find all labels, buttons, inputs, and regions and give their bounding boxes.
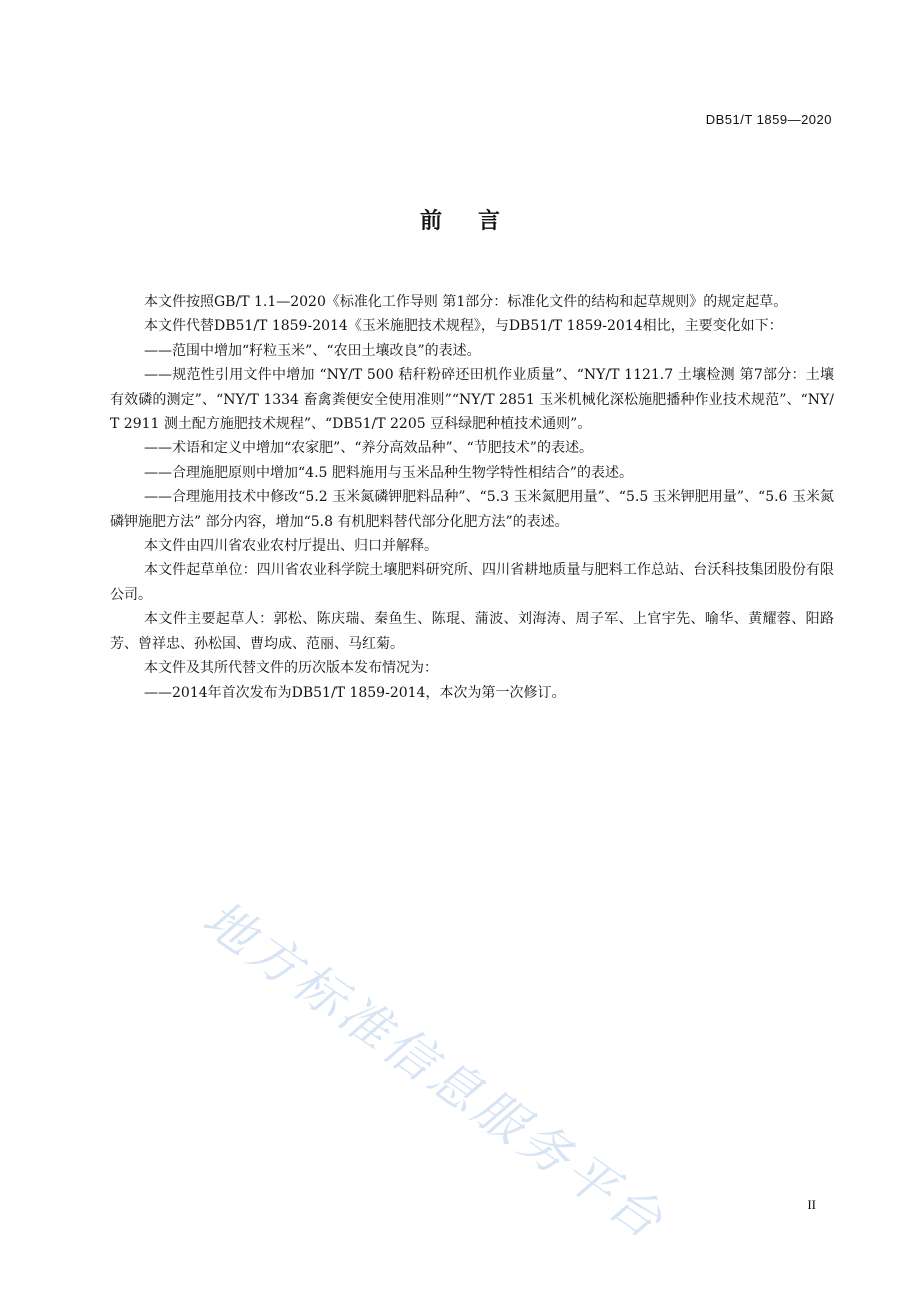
change-item-techniques: ——合理施用技术中修改“5.2 玉米氮磷钾肥料品种”、“5.3 玉米氮肥用量”、“5.5 玉米钾肥用量”、“5.6 玉米氮磷钾施肥方法” 部分内容，增加“5.8 有机肥料替代部分化肥方法”的表述。	[110, 489, 834, 530]
paragraph-replacement: 本文件代替DB51/T 1859-2014《玉米施肥技术规程》，与DB51/T 1859-2014相比，主要变化如下：	[144, 318, 783, 335]
change-item-principles: ——合理施肥原则中增加“4.5 肥料施用与玉米品种生物学特性相结合”的表述。	[144, 464, 634, 481]
paragraph-drafting-units: 本文件起草单位：四川省农业科学院土壤肥料研究所、四川省耕地质量与肥料工作总站、台沃科技集团股份有限公司。	[110, 562, 834, 603]
history-item: ——2014年首次发布为DB51/T 1859-2014，本次为第一次修订。	[144, 684, 566, 701]
change-item-normative-references: ——规范性引用文件中增加 “NY/T 500 秸秆粉碎还田机作业质量”、“NY/T 1121.7 土壤检测 第7部分：土壤有效磷的测定”、“NY/T 1334 畜禽粪便安全使用准则”“NY/T 2851 玉米机械化深松施肥播种作业技术规范”、“NY/T 2911 测土配方施肥技术规程”、“DB51/T 2205 豆科绿肥种植技术通则”。	[110, 367, 834, 433]
foreword-body	[110, 290, 834, 705]
change-item-scope: ——范围中增加“籽粒玉米”、“农田土壤改良”的表述。	[144, 342, 481, 359]
paragraph-history-intro: 本文件及其所代替文件的历次版本发布情况为：	[144, 660, 438, 677]
change-item-terms: ——术语和定义中增加“农家肥”、“养分高效品种”、“节肥技术”的表述。	[144, 440, 593, 457]
page-number: II	[807, 1197, 816, 1212]
paragraph-drafters: 本文件主要起草人：郭松、陈庆瑞、秦鱼生、陈琨、蒲波、刘海涛、周子军、上官宇先、喻华、黄耀蓉、阳路芳、曾祥忠、孙松国、曹均成、范丽、马红菊。	[110, 611, 834, 652]
page-title: 前言	[419, 209, 536, 234]
paragraph-drafting-basis: 本文件按照GB/T 1.1—2020《标准化工作导则 第1部分：标准化文件的结构和起草规则》的规定起草。	[144, 294, 788, 310]
document-code-header: DB51/T 1859—2020	[705, 112, 832, 127]
paragraph-proposer: 本文件由四川省农业农村厅提出、归口并解释。	[144, 538, 438, 555]
watermark-text: 地方标准信息服务平台	[192, 889, 677, 1252]
